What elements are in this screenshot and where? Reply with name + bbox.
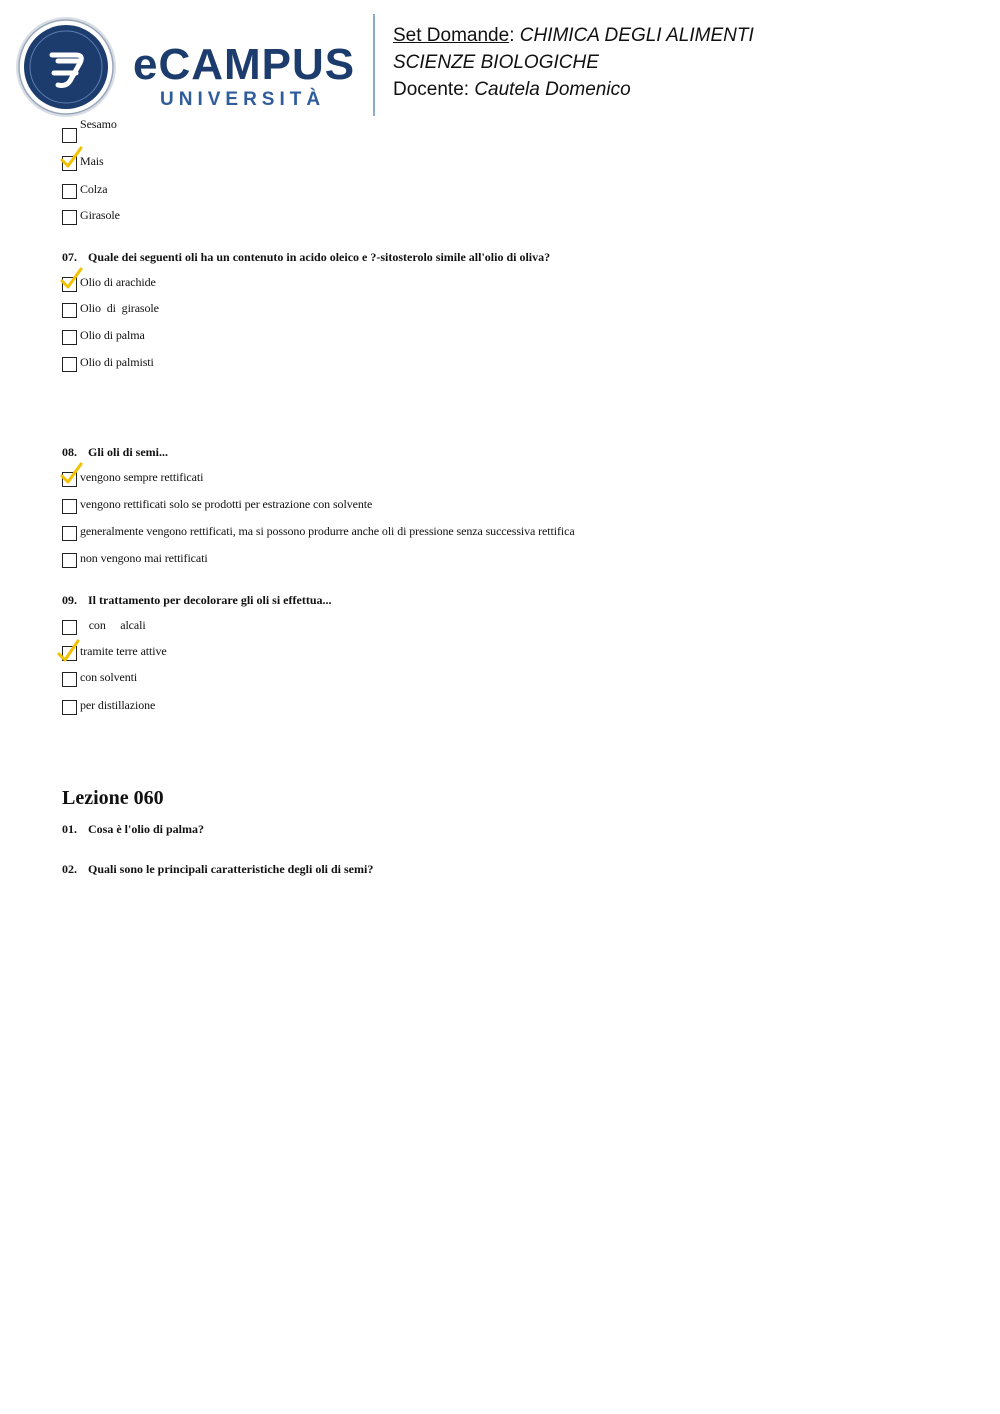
checkbox[interactable] [62,620,77,635]
option-label: Olio di palmisti [80,355,154,369]
docente-label: Docente: [393,79,470,100]
option-label: Colza [80,182,108,196]
option-label: Mais [80,154,104,168]
checkbox[interactable] [62,184,77,199]
question-number: 01. [62,822,77,836]
checkbox[interactable] [62,553,77,568]
option-label: Olio di arachide [80,275,156,289]
question-text: Cosa è l'olio di palma? [88,822,205,836]
option-label: vengono rettificati solo se prodotti per estrazione con solvente [80,497,373,511]
question-number: 08. [62,445,77,459]
option-label: per distillazione [80,698,156,712]
option-label: Sesamo [80,117,117,131]
header-line-set: Set Domande: CHIMICA DEGLI ALIMENTI [393,25,754,46]
docente-name: Cautela Domenico [474,79,631,100]
page-header [0,0,1000,120]
option-label: Olio di girasole [80,301,159,315]
question-08 [62,445,168,460]
option-label: non vengono mai rettificati [80,551,208,565]
university-seal-logo [14,15,118,119]
option-label: tramite terre attive [80,644,167,658]
checkbox[interactable] [62,128,77,143]
ecampus-logo-subtext: UNIVERSITÀ [160,89,326,110]
checkbox[interactable] [62,700,77,715]
question-text: Quali sono le principali caratteristiche degli oli di semi? [88,862,374,876]
option-label: Girasole [80,208,120,222]
question-text: Gli oli di semi... [88,445,169,459]
lesson-question-01 [62,822,204,837]
checkbox[interactable] [62,303,77,318]
set-label: Set Domande [393,25,510,46]
header-line-docente [393,76,754,103]
header-info [393,22,754,103]
option-label: generalmente vengono rettificati, ma si possono produrre anche oli di pressione senza successiva rettifica [80,524,575,538]
lesson-question-02 [62,862,373,877]
ecampus-logo-text: eCAMPUS [133,40,356,89]
question-number: 09. [62,593,77,607]
option-label: con alcali [80,618,146,632]
checkmark-icon [56,638,82,664]
header-line-subtitle [393,49,754,76]
option-label: con solventi [80,670,138,684]
checkbox[interactable] [62,499,77,514]
option-label: vengono sempre rettificati [80,470,204,484]
question-text: Quale dei seguenti oli ha un contenuto in acido oleico e ?-sitosterolo simile all'olio di oliva? [88,250,551,264]
question-07 [62,250,550,265]
course-subtitle: SCIENZE BIOLOGICHE [393,52,599,73]
option-label: Olio di palma [80,328,145,342]
checkbox[interactable] [62,672,77,687]
question-number: 02. [62,862,77,876]
checkbox[interactable] [62,526,77,541]
checkbox[interactable] [62,357,77,372]
course-title: CHIMICA DEGLI ALIMENTI [519,25,754,46]
checkbox[interactable] [62,330,77,345]
lesson-title: Lezione 060 [62,787,164,809]
question-text: Il trattamento per decolorare gli oli si effettua... [88,593,332,607]
checkbox[interactable] [62,210,77,225]
question-09 [62,593,332,608]
question-number: 07. [62,250,77,264]
ecampus-logo [133,40,358,112]
header-divider [373,14,375,116]
